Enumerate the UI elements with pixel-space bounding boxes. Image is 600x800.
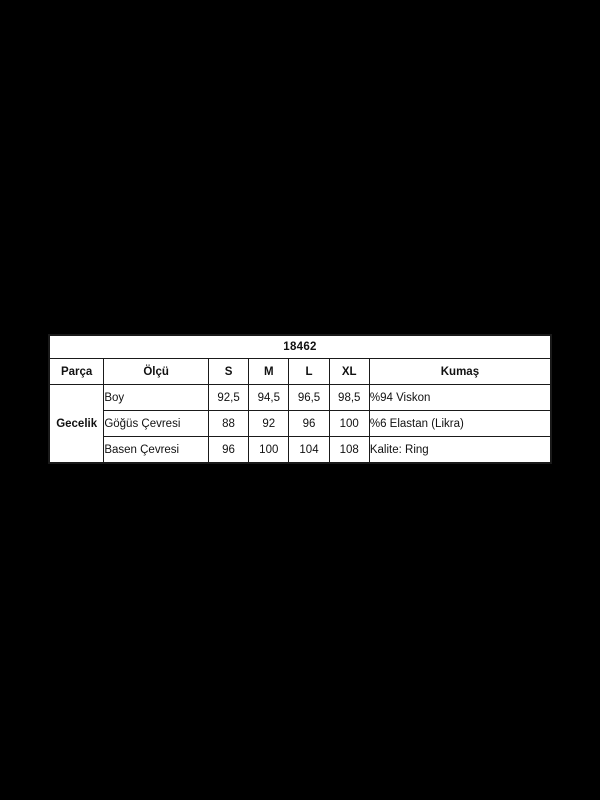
measure-label-2: Basen Çevresi bbox=[104, 437, 209, 463]
fabric-line-1: %6 Elastan (Likra) bbox=[369, 411, 550, 437]
header-size-s: S bbox=[208, 359, 248, 385]
table-row bbox=[50, 385, 551, 411]
value-0-xl: 98,5 bbox=[329, 385, 369, 411]
value-2-xl: 108 bbox=[329, 437, 369, 463]
measure-label-0: Boy bbox=[104, 385, 209, 411]
header-size-l: L bbox=[289, 359, 329, 385]
size-chart-container bbox=[48, 334, 552, 464]
header-measure: Ölçü bbox=[104, 359, 209, 385]
value-1-s: 88 bbox=[208, 411, 248, 437]
product-code-title: 18462 bbox=[50, 336, 551, 359]
header-part: Parça bbox=[50, 359, 104, 385]
value-1-m: 92 bbox=[249, 411, 289, 437]
part-name-cell: Gecelik bbox=[50, 385, 104, 463]
value-0-m: 94,5 bbox=[249, 385, 289, 411]
fabric-line-2: Kalite: Ring bbox=[369, 437, 550, 463]
value-2-m: 100 bbox=[249, 437, 289, 463]
table-header-row bbox=[50, 359, 551, 385]
header-size-m: M bbox=[249, 359, 289, 385]
table-row bbox=[50, 437, 551, 463]
header-size-xl: XL bbox=[329, 359, 369, 385]
value-2-s: 96 bbox=[208, 437, 248, 463]
value-1-xl: 100 bbox=[329, 411, 369, 437]
value-0-s: 92,5 bbox=[208, 385, 248, 411]
fabric-line-0: %94 Viskon bbox=[369, 385, 550, 411]
measure-label-1: Göğüs Çevresi bbox=[104, 411, 209, 437]
size-chart-table bbox=[49, 335, 551, 463]
value-1-l: 96 bbox=[289, 411, 329, 437]
table-title-row bbox=[50, 336, 551, 359]
table-row bbox=[50, 411, 551, 437]
value-0-l: 96,5 bbox=[289, 385, 329, 411]
header-fabric: Kumaş bbox=[369, 359, 550, 385]
value-2-l: 104 bbox=[289, 437, 329, 463]
